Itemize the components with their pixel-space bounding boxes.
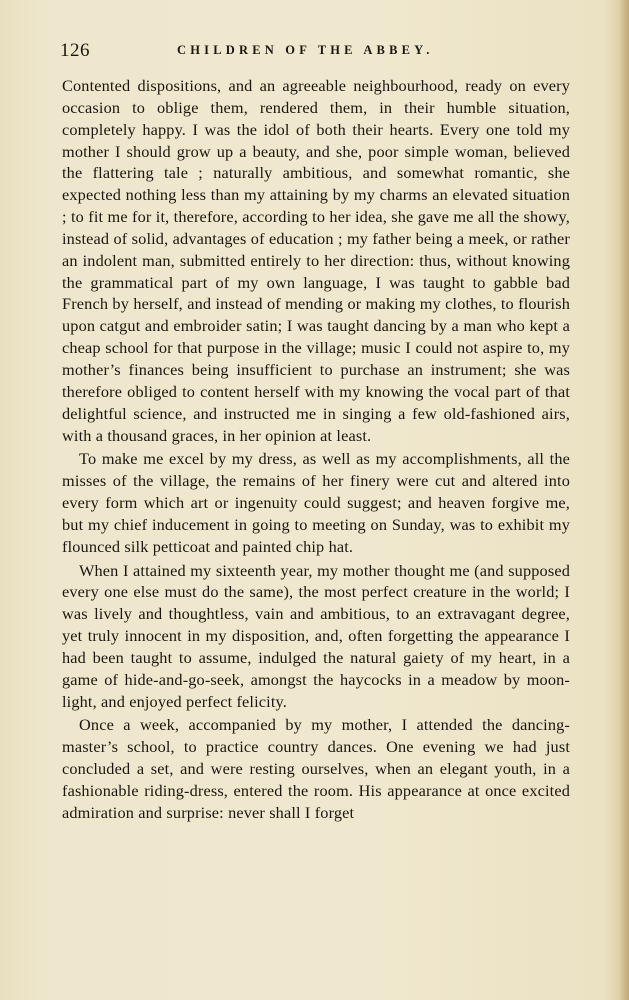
paragraph-3: When I attained my sixteenth year, my mother thought me (and supposed every one else must do the same), the most perfect creature in the world; I was lively and thoughtless, vain and ambitious, to an extravagant degree, yet truly innocent in my disposition, and, often forgetting the appearance I had been taught to assume, indulged the natural gaiety of my heart, in a game of hide-and-go-seek, amongst the haycocks in a meadow by moon-light, and enjoyed perfect felicity. — [62, 560, 570, 711]
running-title: CHILDREN OF THE ABBEY. — [177, 43, 434, 57]
paragraph-2: To make me excel by my dress, as well as my accomplishments, all the misses of the village, the remains of her finery were cut and altered into every form which art or ingenuity could suggest; and heaven forgive me, but my chief inducement in going to meeting on Sunday, was to exhibit my flounced silk petticoat and painted chip hat. — [62, 449, 570, 556]
paragraph-4: Once a week, accompanied by my mother, I attended the dancing-master’s school, to practice country dances. One evening we had just concluded a set, and were resting ourselves, when an elegant youth, in a fashionable riding-dress, entered the room. His appearance at once excited admiration and surprise: never shall I forget — [62, 715, 570, 822]
page-number: 126 — [60, 40, 90, 61]
page-edge-shadow — [619, 0, 629, 1000]
body-text — [62, 75, 570, 824]
paragraph-1: Contented dispositions, and an agreeable neighbourhood, ready on every occasion to oblige them, rendered them, in their humble situation, completely happy. I was the idol of both their hearts. Every one told my mother I should grow up a beauty, and she, poor simple woman, believed the flattering tale ; naturally ambitious, and somewhat romantic, she expected nothing less than my attaining by my charms an elevated situation ; to fit me for it, therefore, according to her idea, she gave me all the showy, instead of solid, advantages of education ; my father being a meek, or rather an indolent man, submitted entirely to her direction: thus, without knowing the grammatical part of my own language, I was taught to gabble bad French by herself, and instead of mending or making my clothes, to flourish upon catgut and embroider satin; I was taught dancing by a man who kept a cheap school for that purpose in the village; music I could not aspire to, my mother’s finances being insufficient to purchase an instrument; she was therefore obliged to content herself with my knowing the vocal part of that delightful science, and instructed me in singing a few old-fashioned airs, with a thousand graces, in her opinion at least. — [62, 76, 570, 445]
page-header — [60, 40, 570, 64]
